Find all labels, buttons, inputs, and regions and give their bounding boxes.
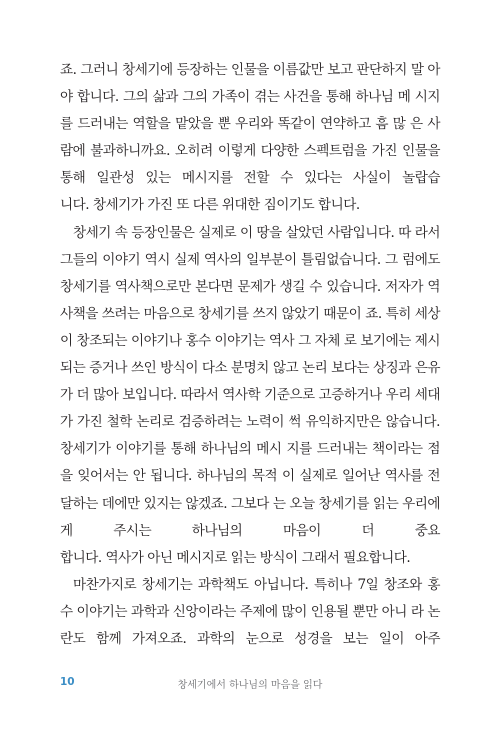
text-line: 지를 드러내는 책이라는 점을 잊어서는 안 됩니다. 하나님의 목적 [60, 441, 440, 485]
text-line: 고증하거나 우리 세대가 가진 철학 논리로 검증하려는 노력이 썩 [60, 387, 440, 431]
text-line: 니다. 창세기가 가진 또 다른 위대한 짐이기도 합니다. [60, 197, 360, 214]
page-number: 10 [60, 676, 75, 688]
text-line: 럼에도 창세기를 역사책으로만 본다면 문제가 생길 수 있습니다. [60, 251, 440, 295]
text-line: 보다는 상징과 은유가 더 많아 보입니다. 따라서 역사학 기준으로 [60, 360, 440, 404]
text-line: 홍수 이야기는 과학과 신앙이라는 주제에 많이 인용될 뿐만 아니 [60, 576, 440, 620]
text-line: 죠. 그러니 창세기에 등장하는 인물을 이름값만 보고 판단하지 말 [60, 62, 424, 78]
paragraph-1 [60, 57, 440, 192]
text-line: 는 오늘 창세기를 읽는 우리에게 주시는 하나님의 마음이 더 중요 [60, 495, 440, 539]
paragraph-2-end [60, 545, 440, 572]
text-line: 이 실제로 일어난 역사를 전달하는 데에만 있지는 않겠죠. 그보다 [60, 468, 440, 512]
text-line: 합니다. 역사가 아닌 메시지로 읽는 방식이 그래서 필요합니다. [60, 549, 411, 566]
text-line: 은 사람에 불과하니까요. 오히려 이렇게 다양한 스펙트럼을 가진 [60, 116, 440, 160]
text-line: 저자가 역사책을 쓰려는 마음으로 창세기를 쓰지 않았기 때문이 [60, 278, 440, 322]
text-line: 아야 합니다. 그의 삶과 그의 가족이 겪는 사건을 통해 하나님 메 [60, 62, 440, 106]
body-text [60, 57, 440, 653]
text-line: 라서 그들의 이야기 역시 실제 역사의 일부분이 틀림없습니다. 그 [60, 224, 441, 268]
text-line: 라 논란도 함께 가져오죠. 과학의 눈으로 성경을 보는 일이 아주 [60, 603, 440, 647]
text-line: 창세기 속 등장인물은 실제로 이 땅을 살았던 사람입니다. 따 [73, 224, 411, 241]
text-line: 마찬가지로 창세기는 과학책도 아닙니다. 특히나 7일 창조와 [73, 576, 422, 593]
text-line: 로 보기에는 제시되는 증거나 쓰인 방식이 다소 분명치 않고 논리 [60, 332, 440, 377]
paragraph-1-end [60, 192, 440, 219]
page-footer [60, 676, 440, 692]
text-line: 죠. 특히 세상이 창조되는 이야기나 홍수 이야기는 역사 그 자체 [60, 305, 440, 349]
paragraph-2 [60, 220, 440, 545]
running-title: 창세기에서 하나님의 마음을 읽다 [177, 680, 323, 691]
text-line: 유익하지만은 않습니다. 창세기가 이야기를 통해 하나님의 메시 [60, 414, 440, 458]
text-line: 인물을 통해 일관성 있는 메시지를 전할 수 있다는 사실이 놀랍습 [60, 143, 440, 187]
paragraph-3 [60, 572, 440, 653]
text-line: 시지를 드러내는 역할을 맡았을 뿐 우리와 똑같이 연약하고 흠 많 [60, 89, 440, 133]
